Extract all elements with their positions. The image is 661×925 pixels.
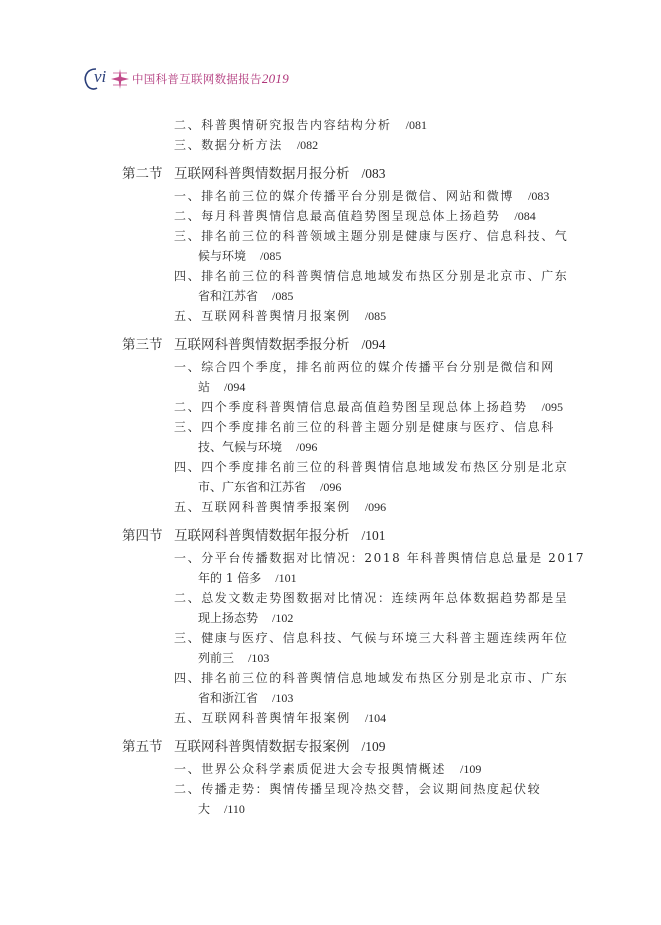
section-title	[174, 336, 386, 354]
toc-entry-line	[174, 137, 318, 153]
toc-entry-text: 技、气候与环境	[198, 440, 283, 454]
toc-entry-line	[198, 570, 297, 586]
toc-entry-text: 二、每月科普舆情信息最高值趋势图呈现总体上扬趋势	[174, 209, 501, 223]
toc-entry-text: 四、四个季度排名前三位的科普舆情信息地域发布热区分别是北京	[174, 460, 569, 474]
toc-entry-text: 二、总发文数走势图数据对比情况：连续两年总体数据趋势都是呈	[174, 591, 569, 605]
section-title-text: 互联网科普舆情数据季报分析	[174, 337, 350, 353]
section-title-text: 互联网科普舆情数据月报分析	[174, 166, 350, 182]
toc-entry-line	[198, 379, 245, 395]
toc-entry-text: 四、排名前三位的科普舆情信息地域发布热区分别是北京市、广东	[174, 671, 569, 685]
toc-entry-text: 三、数据分析方法	[174, 138, 283, 152]
report-title-text: 中国科普互联网数据报告	[132, 72, 262, 86]
toc-entry-page: /085	[364, 309, 387, 323]
toc-entry-line	[198, 479, 341, 495]
toc-entry-line	[174, 228, 568, 244]
toc-entry-text: 五、互联网科普舆情季报案例	[174, 500, 351, 514]
toc-entry-line	[198, 610, 293, 626]
toc-entry-text: 省和浙江省	[198, 691, 259, 705]
report-year: 2019	[261, 71, 290, 86]
toc-entry-page: /084	[514, 209, 536, 223]
toc-entry-line	[174, 359, 555, 375]
toc-entry-line	[174, 630, 568, 646]
toc-entry-text: 列前三	[198, 651, 235, 665]
toc-entry-line	[174, 459, 568, 475]
toc-entry-text: 四、排名前三位的科普舆情信息地域发布热区分别是北京市、广东	[174, 269, 569, 283]
toc-entry-line	[198, 690, 293, 706]
section-title	[174, 165, 386, 183]
section-number: 第五节	[122, 739, 163, 755]
section-number: 第四节	[122, 528, 163, 544]
toc-entry-page: /096	[320, 480, 342, 494]
toc-entry-page: /083	[528, 189, 550, 203]
toc-entry-line	[174, 308, 386, 324]
section-title	[174, 527, 386, 545]
toc-entry-page: /101	[275, 571, 297, 585]
toc-entry-line	[174, 710, 386, 726]
star-ornament-icon	[110, 68, 130, 90]
toc-entry-text: 大	[198, 802, 211, 816]
section-page: /083	[361, 166, 386, 181]
toc-entry-page: /094	[224, 380, 246, 394]
toc-entry-line	[198, 248, 281, 264]
section-number: 第二节	[122, 166, 163, 182]
toc-entry-text: 站	[198, 380, 211, 394]
toc-entry-line	[174, 117, 427, 133]
toc-entry-text: 省和江苏省	[198, 289, 259, 303]
toc-entry-page: /085	[272, 289, 294, 303]
toc-entry-page: /081	[405, 118, 427, 132]
toc-entry-text: 候与环境	[198, 249, 247, 263]
toc-entry-text: 市、广东省和江苏省	[198, 480, 307, 494]
toc-entry-page: /096	[296, 440, 318, 454]
toc-entry-text: 三、健康与医疗、信息科技、气候与环境三大科普主题连续两年位	[174, 631, 569, 645]
toc-entry-text: 五、互联网科普舆情月报案例	[174, 309, 351, 323]
report-title	[132, 71, 289, 87]
toc-entry-page: /085	[260, 249, 282, 263]
toc-entry-line	[174, 670, 568, 686]
toc-entry-page: /096	[364, 500, 387, 514]
section-title-text: 互联网科普舆情数据专报案例	[174, 739, 350, 755]
toc-entry-text: 一、综合四个季度，排名前两位的媒介传播平台分别是微信和网	[174, 360, 555, 374]
section-page: /094	[361, 337, 386, 352]
toc-entry-line	[198, 439, 317, 455]
toc-entry-text: 一、世界公众科学素质促进大会专报舆情概述	[174, 762, 447, 776]
toc-entry-line	[174, 761, 481, 777]
toc-entry-page: /104	[364, 711, 387, 725]
toc-entry-page: /110	[224, 802, 245, 816]
section-page: /101	[361, 528, 386, 543]
section-page: /109	[361, 739, 386, 754]
page-number: vi	[94, 67, 107, 86]
section-title-text: 互联网科普舆情数据年报分析	[174, 528, 350, 544]
toc-entry-page: /102	[272, 611, 294, 625]
toc-entry-line	[174, 208, 536, 224]
toc-entry-line	[174, 550, 585, 566]
toc-entry-page: /095	[541, 400, 563, 414]
toc-entry-text: 二、四个季度科普舆情信息最高值趋势图呈现总体上扬趋势	[174, 400, 528, 414]
toc-entry-line	[198, 650, 269, 666]
toc-entry-line	[174, 268, 568, 284]
toc-entry-text: 年的 1 倍多	[198, 571, 262, 585]
toc-entry-text: 一、分平台传播数据对比情况：2018 年科普舆情信息总量是 2017	[174, 551, 586, 565]
toc-entry-line	[174, 781, 541, 797]
running-head	[86, 66, 346, 92]
toc-entry-line	[198, 801, 245, 817]
toc-entry-text: 五、互联网科普舆情年报案例	[174, 711, 351, 725]
toc-entry-page: /103	[248, 651, 270, 665]
toc-entry-text: 二、传播走势：舆情传播呈现冷热交替，会议期间热度起伏较	[174, 782, 542, 796]
toc-entry-line	[174, 399, 563, 415]
toc-entry-page: /103	[272, 691, 294, 705]
toc-entry-line	[198, 288, 293, 304]
section-number: 第三节	[122, 337, 163, 353]
section-title	[174, 738, 386, 756]
toc-entry-text: 二、科普舆情研究报告内容结构分析	[174, 118, 392, 132]
toc-entry-page: /082	[296, 138, 319, 152]
toc-entry-line	[174, 188, 549, 204]
toc-entry-text: 一、排名前三位的媒介传播平台分别是微信、网站和微博	[174, 189, 515, 203]
toc-entry-text: 现上扬态势	[198, 611, 259, 625]
toc-entry-text: 三、排名前三位的科普领域主题分别是健康与医疗、信息科技、气	[174, 229, 569, 243]
toc-entry-text: 三、四个季度排名前三位的科普主题分别是健康与医疗、信息科	[174, 420, 555, 434]
toc-entry-page: /109	[460, 762, 482, 776]
toc-entry-line	[174, 590, 568, 606]
toc-entry-line	[174, 499, 386, 515]
toc-entry-line	[174, 419, 555, 435]
